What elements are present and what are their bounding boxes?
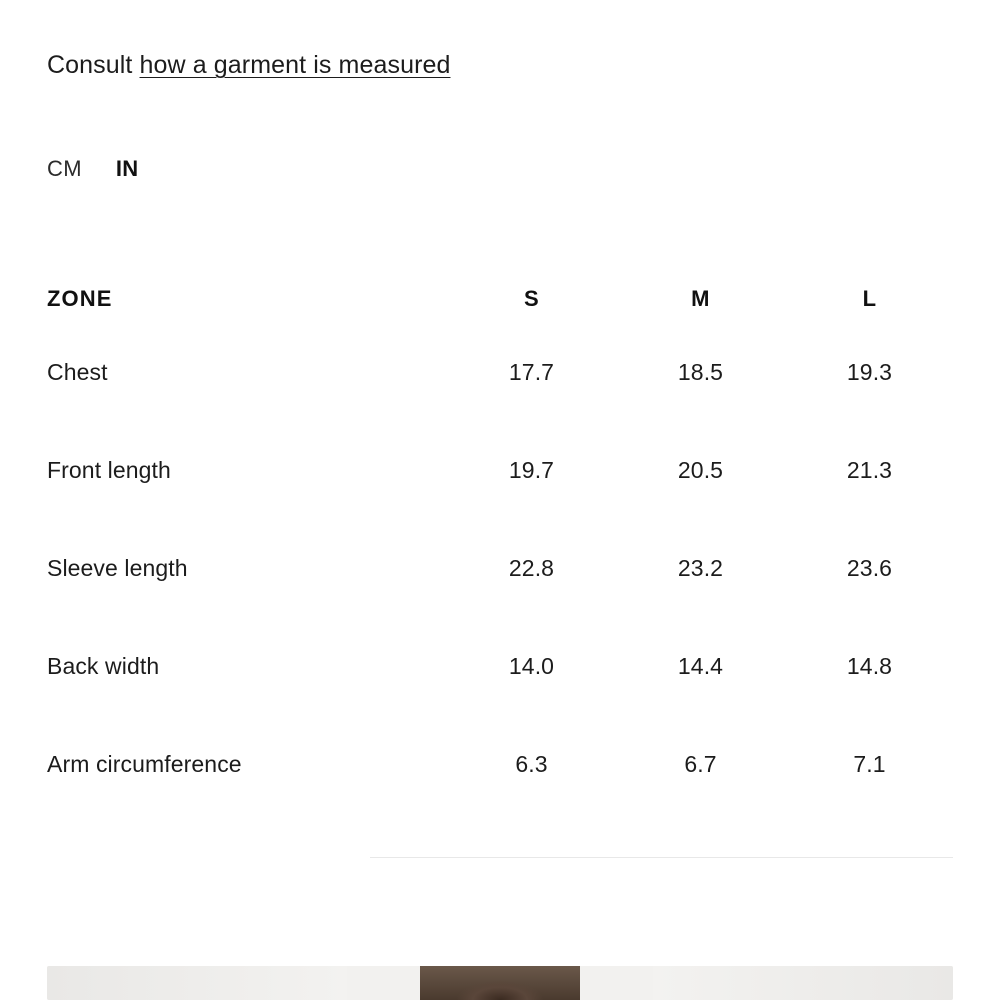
cell-front-length-l: 21.3 xyxy=(846,456,893,483)
cell-back-width-l: 14.8 xyxy=(846,652,893,679)
row-label-arm-circumference: Arm circumference xyxy=(47,750,242,777)
row-label-front-length: Front length xyxy=(47,456,171,483)
cell-chest-s: 17.7 xyxy=(508,358,555,385)
cell-front-length-s: 19.7 xyxy=(508,456,555,483)
column-header-zone: ZONE xyxy=(47,286,113,311)
cell-arm-circumference-l: 7.1 xyxy=(853,750,886,777)
table-row xyxy=(47,519,954,617)
cell-chest-l: 19.3 xyxy=(846,358,893,385)
table-row xyxy=(47,715,954,813)
row-label-chest: Chest xyxy=(47,358,108,385)
unit-option-in[interactable]: IN xyxy=(115,156,139,181)
cell-back-width-s: 14.0 xyxy=(508,652,555,679)
row-label-sleeve-length: Sleeve length xyxy=(47,554,188,581)
product-image-left-gradient xyxy=(47,966,347,1000)
cell-sleeve-length-s: 22.8 xyxy=(508,554,555,581)
table-row xyxy=(47,323,954,421)
cell-arm-circumference-m: 6.7 xyxy=(684,750,717,777)
cell-arm-circumference-s: 6.3 xyxy=(515,750,548,777)
row-label-back-width: Back width xyxy=(47,652,160,679)
table-row xyxy=(47,421,954,519)
size-measurements-table xyxy=(47,275,954,813)
column-header-size-l: L xyxy=(862,286,877,311)
cell-sleeve-length-m: 23.2 xyxy=(677,554,724,581)
consult-measurement-line xyxy=(47,48,451,82)
cell-chest-m: 18.5 xyxy=(677,358,724,385)
cell-front-length-m: 20.5 xyxy=(677,456,724,483)
product-image-preview xyxy=(47,966,953,1000)
product-image-right-gradient xyxy=(653,966,953,1000)
table-bottom-divider xyxy=(370,857,953,858)
product-image-figure xyxy=(420,966,580,1000)
table-row xyxy=(47,617,954,715)
how-a-garment-is-measured-link[interactable]: how a garment is measured xyxy=(139,51,451,79)
column-header-size-s: S xyxy=(523,286,540,311)
column-header-size-m: M xyxy=(691,286,710,311)
cell-sleeve-length-l: 23.6 xyxy=(846,554,893,581)
cell-back-width-m: 14.4 xyxy=(677,652,724,679)
unit-toggle xyxy=(47,155,138,183)
table-header-row xyxy=(47,275,954,323)
consult-label: Consult xyxy=(47,51,140,79)
unit-option-cm[interactable]: CM xyxy=(47,156,82,181)
